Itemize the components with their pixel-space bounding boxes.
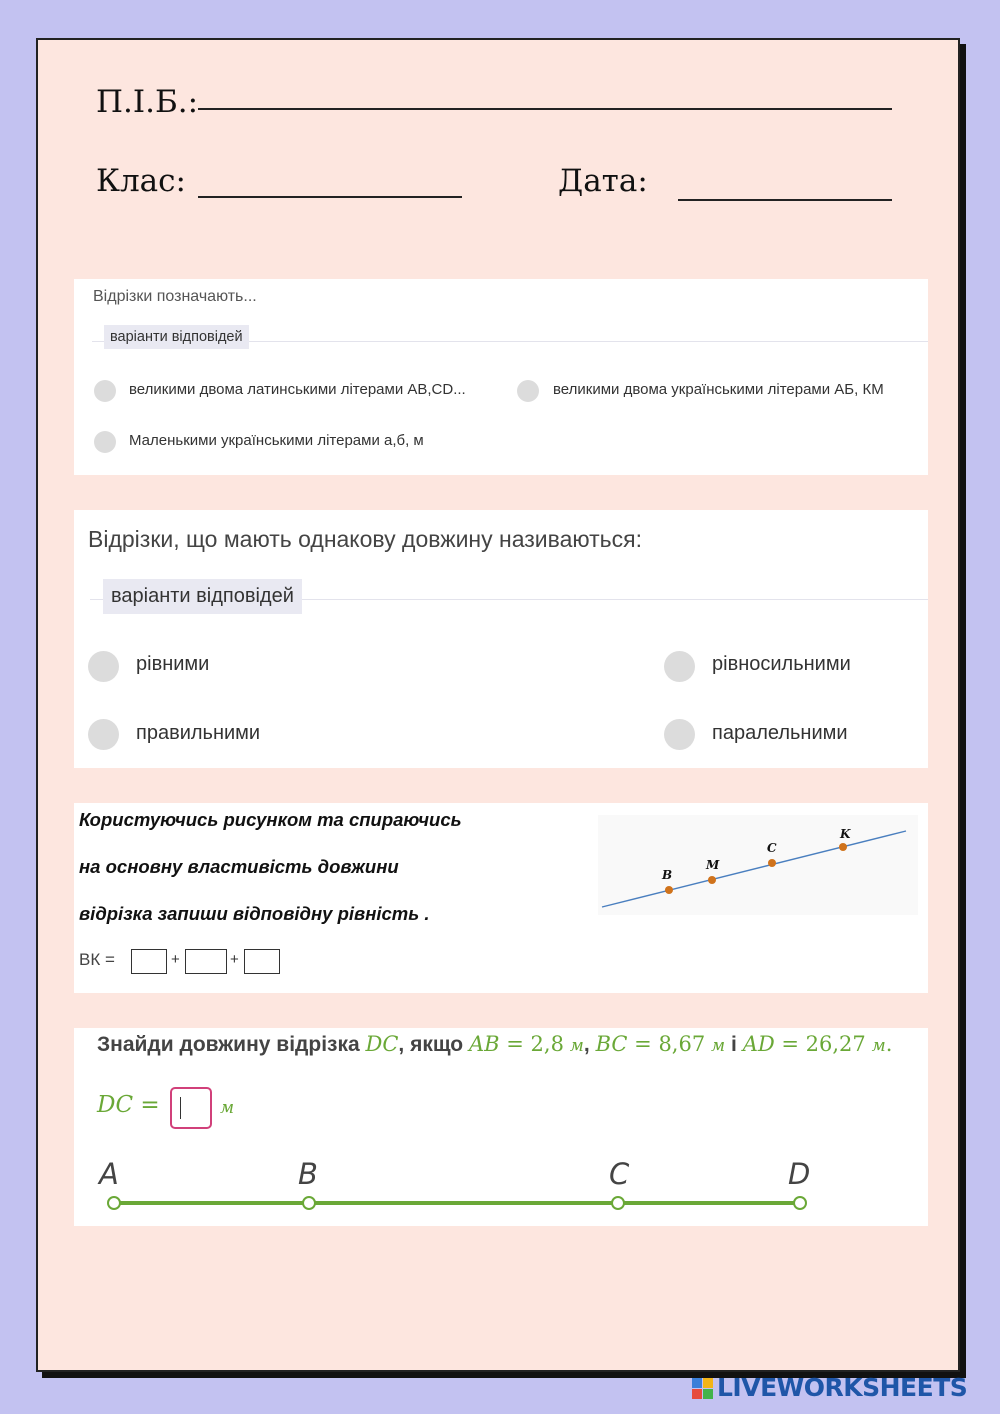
name-field[interactable]	[198, 108, 892, 110]
q1-option-3-radio[interactable]	[94, 431, 116, 453]
point-d-label: D	[788, 1157, 811, 1191]
question-4-prompt: Знайди довжину відрізка DC, якщо AB = 2,8 м, BC = 8,67 м і AD = 26,27 м.	[97, 1032, 893, 1056]
q2-option-2-label[interactable]: рівносильними	[712, 653, 851, 675]
figure-background	[598, 815, 918, 915]
point-d	[794, 1197, 806, 1209]
q4-seg-dc: DC	[365, 1032, 399, 1056]
question-1-prompt: Відрізки позначають...	[93, 288, 257, 305]
question-3-line-3: відрізка запиши відповідну рівність .	[79, 903, 430, 924]
q2-option-3-label[interactable]: правильними	[136, 722, 261, 744]
answers-legend: варіанти відповідей	[103, 579, 302, 614]
class-field[interactable]	[198, 196, 462, 198]
q2-option-4-radio[interactable]	[664, 719, 695, 750]
plus-sign-2: +	[230, 951, 239, 968]
segment-figure	[598, 815, 918, 915]
q4-ad-label: AD	[742, 1032, 775, 1056]
answers-legend: варіанти відповідей	[104, 325, 249, 349]
point-a	[108, 1197, 120, 1209]
question-3-line-1: Користуючись рисунком та спираючись	[79, 809, 462, 830]
q2-option-2-radio[interactable]	[664, 651, 695, 682]
q4-bc-value: 8,67	[658, 1032, 706, 1056]
segment-ad-figure	[94, 1150, 824, 1220]
answer-label: DC =	[97, 1092, 160, 1118]
q1-option-1-label[interactable]: великими двома латинськими літерами AB,CD...	[129, 381, 466, 398]
q4-unit-3: м	[871, 1036, 886, 1056]
question-1-card	[74, 279, 928, 475]
q2-option-1-radio[interactable]	[88, 651, 119, 682]
point-b	[303, 1197, 315, 1209]
name-label: П.І.Б.:	[96, 84, 199, 120]
question-2-prompt: Відрізки, що мають однакову довжину називаються:	[88, 526, 643, 552]
equation-label: ВК =	[79, 950, 115, 969]
date-label: Дата:	[558, 163, 648, 199]
date-field[interactable]	[678, 199, 892, 201]
q2-option-3-radio[interactable]	[88, 719, 119, 750]
text-cursor	[180, 1097, 181, 1119]
q4-text-if: якщо	[410, 1033, 464, 1056]
worksheet-page	[36, 38, 960, 1372]
question-3-card	[74, 803, 928, 993]
q4-bc-label: BC	[595, 1032, 628, 1056]
brand-name: LIVEWORKSHEETS	[717, 1373, 968, 1402]
question-2-card	[74, 510, 928, 768]
point-c	[768, 859, 776, 867]
q1-option-3-label[interactable]: Маленькими українськими літерами а,б, м	[129, 432, 424, 449]
q4-ab-value: 2,8	[530, 1032, 564, 1056]
q4-comma-2: ,	[583, 1033, 590, 1056]
q2-option-4-label[interactable]: паралельними	[712, 722, 848, 744]
dc-answer-input[interactable]	[170, 1087, 212, 1129]
point-m	[708, 876, 716, 884]
point-a-label: A	[99, 1157, 119, 1191]
answer-box-3[interactable]	[244, 949, 280, 974]
plus-sign-1: +	[171, 951, 180, 968]
answer-unit: м	[220, 1098, 235, 1118]
q4-ad-value: 26,27	[805, 1032, 866, 1056]
answer-box-1[interactable]	[131, 949, 167, 974]
point-c	[612, 1197, 624, 1209]
point-b-label: B	[298, 1157, 318, 1191]
point-k-label: K	[840, 827, 851, 841]
q1-option-2-label[interactable]: великими двома українськими літерами АБ, КМ	[553, 381, 884, 398]
answer-box-2[interactable]	[185, 949, 227, 974]
q4-and: і	[731, 1033, 737, 1056]
q4-ab-label: AB	[468, 1032, 500, 1056]
point-b	[665, 886, 673, 894]
point-c-label: C	[609, 1157, 630, 1191]
question-3-line-2: на основну властивість довжини	[79, 856, 399, 877]
point-b-label: B	[662, 868, 673, 882]
brand-logo[interactable]	[692, 1373, 992, 1406]
q4-unit-1: м	[569, 1036, 584, 1056]
point-k	[839, 843, 847, 851]
q4-text-find: Знайди довжину відрізка	[97, 1033, 360, 1056]
question-4-card	[74, 1028, 928, 1226]
q4-unit-2: м	[711, 1036, 726, 1056]
q1-option-1-radio[interactable]	[94, 380, 116, 402]
q4-comma-1: ,	[398, 1033, 405, 1056]
q2-option-1-label[interactable]: рівними	[136, 653, 210, 675]
class-label: Клас:	[96, 163, 186, 199]
point-m-label: M	[706, 858, 720, 872]
q1-option-2-radio[interactable]	[517, 380, 539, 402]
logo-icon	[692, 1378, 714, 1400]
point-c-label: C	[767, 841, 777, 855]
